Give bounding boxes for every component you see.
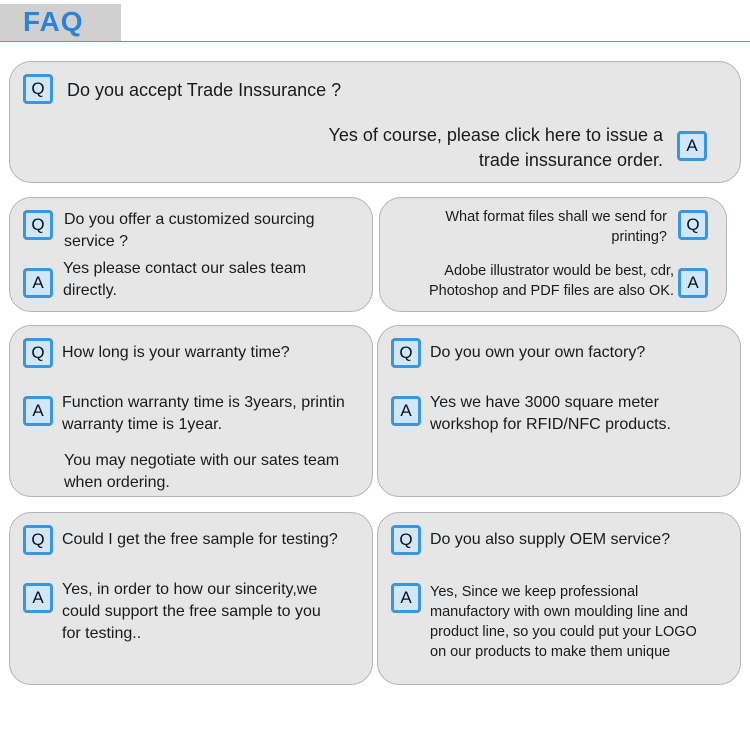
- question-icon: Q: [23, 74, 53, 104]
- answer-icon: A: [677, 131, 707, 161]
- faq-card-file-format: [379, 197, 727, 312]
- question-text: Do you own your own factory?: [430, 344, 646, 361]
- question-text: Could I get the free sample for testing?: [62, 531, 338, 548]
- answer-icon: A: [391, 583, 421, 613]
- question-icon: Q: [23, 525, 53, 555]
- answer-note: You may negotiate with our sates team when ordering.: [64, 452, 340, 491]
- question-icon: Q: [23, 338, 53, 368]
- page-title: FAQ: [23, 6, 84, 37]
- faq-card-factory: [377, 325, 741, 497]
- question-text: Do you accept Trade Inssurance ?: [67, 80, 342, 100]
- faq-header: [0, 0, 750, 43]
- answer-text[interactable]: Yes of course, please click here to issue a trade inssurance order.: [328, 125, 663, 170]
- answer-icon: A: [391, 396, 421, 426]
- question-icon: Q: [678, 210, 708, 240]
- question-text: Do you also supply OEM service?: [430, 531, 671, 548]
- answer-icon: A: [23, 268, 53, 298]
- faq-card-warranty: [9, 325, 373, 497]
- answer-text: Yes we have 3000 square meter workshop for RFID/NFC products.: [430, 394, 671, 433]
- header-divider: [0, 41, 750, 42]
- answer-text: Function warranty time is 3years, printin warranty time is 1year.: [62, 394, 345, 433]
- answer-icon: A: [23, 396, 53, 426]
- question-text: How long is your warranty time?: [62, 344, 290, 361]
- question-text: What format files shall we send for printing?: [445, 209, 667, 245]
- answer-text: Yes, Since we keep professional manufactory with own moulding line and product line, so you could put your LOGO on our products to make them unique: [430, 584, 697, 660]
- answer-icon: A: [23, 583, 53, 613]
- answer-text: Yes, in order to how our sincerity,we could support the free sample to you for testing..: [62, 581, 321, 642]
- faq-card-trade-insurance: [9, 61, 741, 183]
- faq-card-sourcing: [9, 197, 373, 312]
- answer-icon: A: [678, 268, 708, 298]
- faq-card-free-sample: [9, 512, 373, 685]
- faq-card-oem: [377, 512, 741, 685]
- question-icon: Q: [391, 525, 421, 555]
- answer-text: Yes please contact our sales team directly.: [63, 260, 307, 299]
- question-text: Do you offer a customized sourcing service ?: [64, 211, 315, 250]
- question-icon: Q: [391, 338, 421, 368]
- answer-text: Adobe illustrator would be best, cdr, Photoshop and PDF files are also OK.: [428, 263, 674, 299]
- question-icon: Q: [23, 210, 53, 240]
